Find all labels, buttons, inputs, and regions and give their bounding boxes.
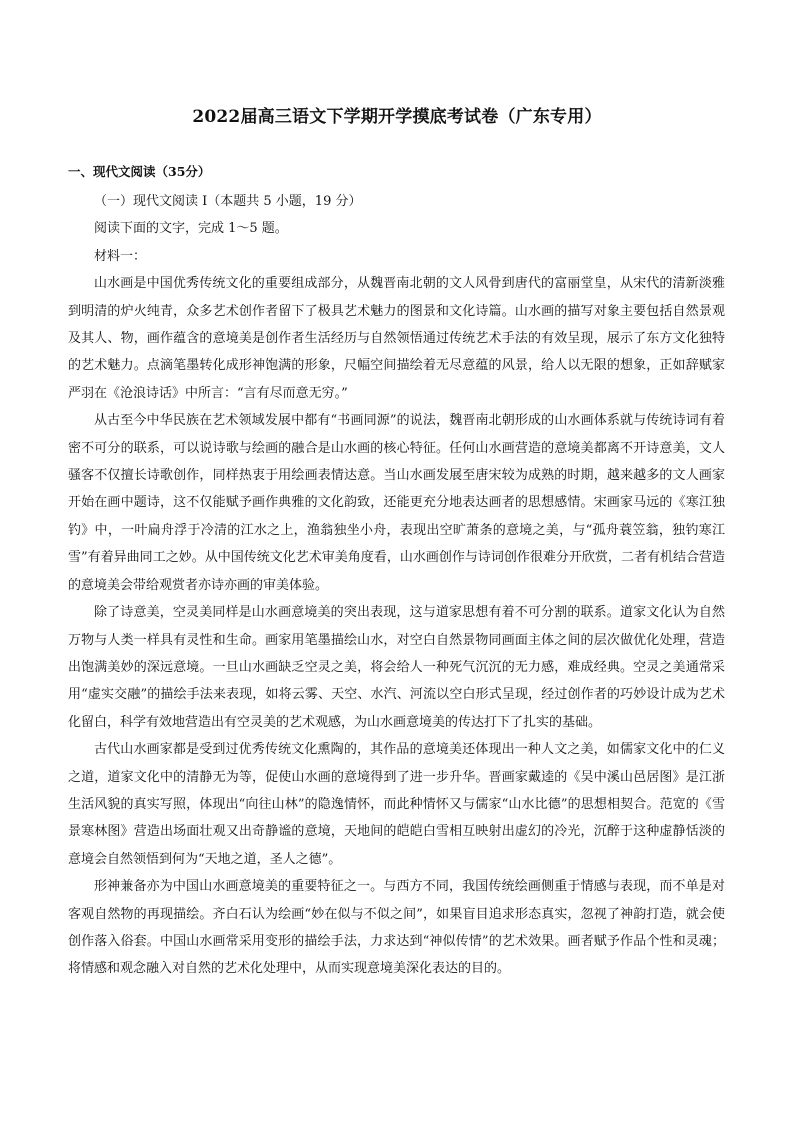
instruction-text: 阅读下面的文字，完成 1～5 题。 [94, 221, 288, 237]
paragraph: 除了诗意美，空灵美同样是山水画意境美的突出表现，这与道家思想有着不可分割的联系。道家文化认为自然万物与人类一样具有灵性和生命。画家用笔墨描绘山水，对空白自然景物同画面主体之间的层次做优化处理，营造出饱满美妙的深远意境。一旦山水画缺乏空灵之美，将会给人一种死气沉沉的无力感，难成经典。空灵之美通常采用“虚实交融”的描绘手法来表现，如将云雾、天空、水汽、河流以空白形式呈现，经过创作者的巧妙设计成为艺术化留白，科学有效地营造出有空灵美的艺术观感，为山水画意境美的传达打下了扎实的基础。 [68, 605, 725, 730]
page-title: 2022届高三语文下学期开学摸底考试卷（广东专用） [192, 107, 602, 127]
material-label: 材料一： [94, 248, 147, 264]
subsection-heading: （一）现代文阅读 I（本题共 5 小题，19 分） [94, 194, 362, 209]
paragraph: 山水画是中国优秀传统文化的重要组成部分，从魏晋南北朝的文人风骨到唐代的富丽堂皇，从宋代的清新淡雅到明清的炉火纯青，众多艺术创作者留下了极具艺术魅力的图景和文化诗篇。山水画的描写对象主要包括自然景观及其人、物，画作蕴含的意境美是创作者生活经历与自然领悟通过传统艺术手法的有效呈现，展示了东方文化独特的艺术魅力。点滴笔墨转化成形神饱满的形象，尺幅空间描绘着无尽意蕴的风景，给人以无限的想象，正如辞赋家严羽在《沧浪诗话》中所言：“言有尽而意无穷。” [68, 276, 725, 401]
paragraph: 形神兼备亦为中国山水画意境美的重要特征之一。与西方不同，我国传统绘画侧重于情感与表现，而不单是对客观自然物的再现描绘。齐白石认为绘画“妙在似与不似之间”，如果盲目追求形态真实，忽视了神韵打造，就会使创作落入俗套。中国山水画常采用变形的描绘手法，力求达到“神似传情”的艺术效果。画者赋予作品个性和灵魂；将情感和观念融入对自然的艺术化处理中，从而实现意境美深化表达的目的。 [68, 879, 725, 977]
reading-passage [68, 188, 725, 983]
section-heading: 一、现代文阅读（35分） [68, 164, 211, 179]
paragraph: 从古至今中华民族在艺术领域发展中都有“书画同源”的说法，魏晋南北朝形成的山水画体系就与传统诗词有着密不可分的联系，可以说诗歌与绘画的融合是山水画的核心特征。任何山水画营造的意境美都离不开诗意美，文人骚客不仅擅长诗歌创作，同样热衷于用绘画表情达意。当山水画发展至唐宋较为成熟的时期，越来越多的文人画家开始在画中题诗，这不仅能赋予画作典雅的文化韵致，还能更充分地表达画者的思想感情。宋画家马远的《寒江独钓》中，一叶扁舟浮于冷清的江水之上，渔翁独坐小舟，表现出空旷萧条的意境之美，与“孤舟蓑笠翁，独钓寒江雪”有着异曲同工之妙。从中国传统文化艺术审美角度看，山水画创作与诗词创作很难分开欣赏，二者有机结合营造的意境美会带给观赏者亦诗亦画的审美体验。 [68, 413, 725, 593]
paragraph: 古代山水画家都是受到过优秀传统文化熏陶的，其作品的意境美还体现出一种人文之美，如儒家文化中的仁义之道，道家文化中的清静无为等，促使山水画的意境得到了进一步升华。晋画家戴逵的《吴中溪山邑居图》是江浙生活风貌的真实写照，体现出“向往山林”的隐逸情怀，而此种情怀又与儒家“山水比德”的思想相契合。范宽的《雪景寒林图》营造出场面壮观又出奇静谧的意境，天地间的皑皑白雪相互映射出虚幻的冷光，沉醉于这种虚静恬淡的意境会自然领悟到何为“天地之道，圣人之德”。 [68, 742, 725, 867]
